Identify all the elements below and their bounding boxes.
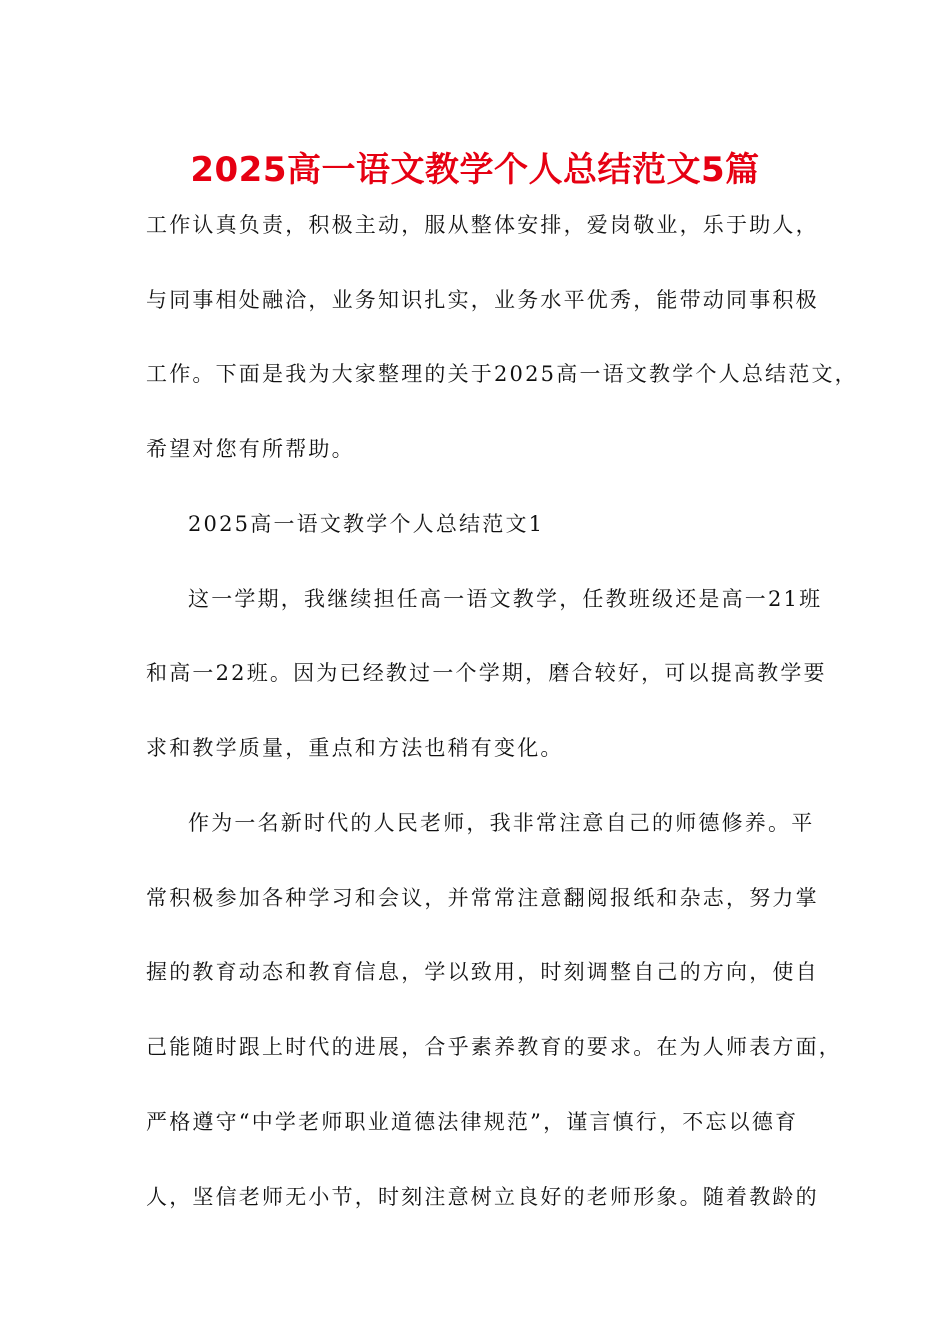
body-line: 己能随时跟上时代的进展，合乎素养教育的要求。在为人师表方面， bbox=[146, 1035, 842, 1059]
section-heading: 2025高一语文教学个人总结范文1 bbox=[188, 512, 545, 536]
body-line: 和高一22班。因为已经教过一个学期，磨合较好，可以提高教学要 bbox=[146, 661, 827, 685]
body-line: 严格遵守“中学老师职业道德法律规范”，谨言慎行，不忘以德育 bbox=[146, 1110, 799, 1134]
body-line: 这一学期，我继续担任高一语文教学，任教班级还是高一21班 bbox=[188, 587, 823, 611]
body-line: 作为一名新时代的人民老师，我非常注意自己的师德修养。平 bbox=[188, 811, 815, 835]
body-line: 常积极参加各种学习和会议，并常常注意翻阅报纸和杂志，努力掌 bbox=[146, 886, 819, 910]
body-line: 与同事相处融洽，业务知识扎实，业务水平优秀，能带动同事积极 bbox=[146, 288, 819, 312]
document-title: 2025高一语文教学个人总结范文5篇 bbox=[190, 150, 760, 190]
body-line: 希望对您有所帮助。 bbox=[146, 437, 355, 461]
body-line: 人，坚信老师无小节，时刻注意树立良好的老师形象。随着教龄的 bbox=[146, 1185, 819, 1209]
body-line: 工作。下面是我为大家整理的关于2025高一语文教学个人总结范文， bbox=[146, 362, 858, 386]
body-line: 求和教学质量，重点和方法也稍有变化。 bbox=[146, 736, 564, 760]
body-line: 工作认真负责，积极主动，服从整体安排，爱岗敬业，乐于助人， bbox=[146, 213, 819, 237]
body-line: 握的教育动态和教育信息，学以致用，时刻调整自己的方向，使自 bbox=[146, 960, 819, 984]
